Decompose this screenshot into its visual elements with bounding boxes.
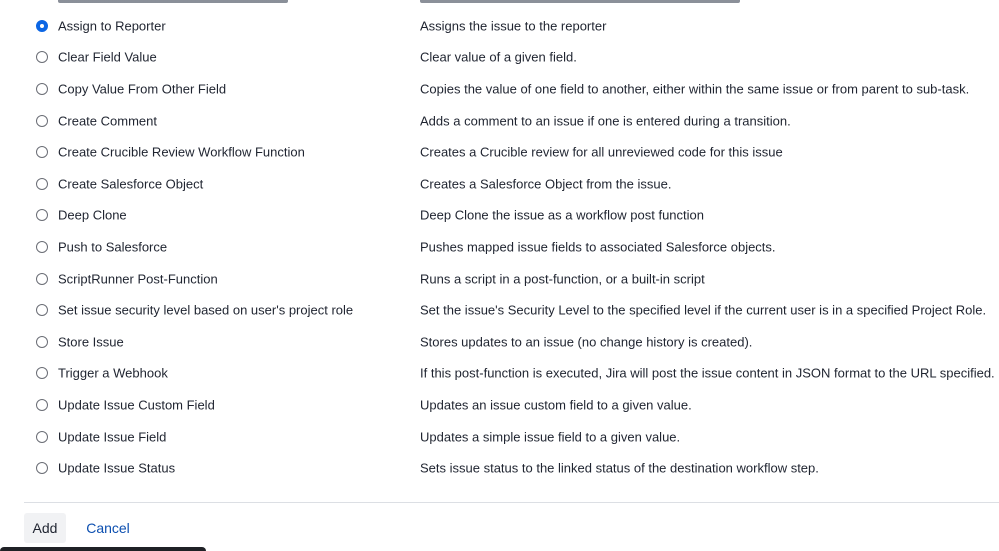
option-description: If this post-function is executed, Jira will post the issue content in JSON format to the URL specified. [420, 365, 995, 381]
radio-button[interactable] [36, 20, 48, 32]
radio-button[interactable] [36, 115, 48, 127]
option-description: Adds a comment to an issue if one is entered during a transition. [420, 113, 791, 129]
post-function-option[interactable] [0, 73, 999, 105]
option-name[interactable]: Assign to Reporter [58, 18, 166, 34]
option-name[interactable]: Store Issue [58, 334, 124, 350]
post-function-option[interactable] [0, 326, 999, 358]
bottom-overlay-bar [0, 547, 206, 551]
option-name[interactable]: Update Issue Field [58, 429, 167, 445]
clipped-previous-row [0, 0, 999, 4]
option-name[interactable]: Clear Field Value [58, 49, 157, 65]
post-function-option[interactable] [0, 136, 999, 168]
post-function-option[interactable] [0, 358, 999, 390]
option-description: Sets issue status to the linked status of the destination workflow step. [420, 460, 819, 476]
post-function-option[interactable] [0, 200, 999, 232]
option-description: Set the issue's Security Level to the specified level if the current user is in a specified Project Role. [420, 302, 987, 318]
radio-button[interactable] [36, 273, 48, 285]
post-function-option[interactable] [0, 231, 999, 263]
radio-button[interactable] [36, 399, 48, 411]
radio-button[interactable] [36, 367, 48, 379]
option-name[interactable]: Create Salesforce Object [58, 176, 204, 192]
option-description: Runs a script in a post-function, or a built-in script [420, 271, 705, 287]
option-name[interactable]: Trigger a Webhook [58, 365, 168, 381]
post-function-option[interactable] [0, 452, 999, 484]
form-divider [24, 502, 999, 503]
option-description: Updates an issue custom field to a given value. [420, 397, 692, 413]
radio-button[interactable] [36, 462, 48, 474]
radio-button[interactable] [36, 336, 48, 348]
option-description: Deep Clone the issue as a workflow post function [420, 207, 704, 223]
option-name[interactable]: Copy Value From Other Field [58, 81, 227, 97]
radio-button[interactable] [36, 241, 48, 253]
option-name[interactable]: Deep Clone [58, 207, 127, 223]
post-function-option[interactable] [0, 105, 999, 137]
option-description: Creates a Salesforce Object from the issue. [420, 176, 672, 192]
option-name[interactable]: ScriptRunner Post-Function [58, 271, 218, 287]
option-name[interactable]: Create Comment [58, 113, 157, 129]
post-function-option[interactable] [0, 263, 999, 295]
option-name[interactable]: Create Crucible Review Workflow Function [58, 144, 305, 160]
radio-button[interactable] [36, 51, 48, 63]
radio-button[interactable] [36, 178, 48, 190]
post-function-option[interactable] [0, 168, 999, 200]
option-description: Assigns the issue to the reporter [420, 18, 607, 34]
radio-button[interactable] [36, 431, 48, 443]
option-description: Copies the value of one field to another, either within the same issue or from parent to sub-task. [420, 81, 970, 97]
radio-button[interactable] [36, 209, 48, 221]
radio-button[interactable] [36, 83, 48, 95]
post-function-option[interactable] [0, 421, 999, 453]
option-description: Updates a simple issue field to a given value. [420, 429, 681, 445]
post-function-option[interactable] [0, 389, 999, 421]
radio-button[interactable] [36, 146, 48, 158]
option-description: Pushes mapped issue fields to associated Salesforce objects. [420, 239, 776, 255]
option-name[interactable]: Push to Salesforce [58, 239, 168, 255]
post-function-option[interactable] [0, 294, 999, 326]
option-name[interactable]: Set issue security level based on user's project role [58, 302, 354, 318]
option-description: Clear value of a given field. [420, 49, 577, 65]
option-description: Stores updates to an issue (no change history is created). [420, 334, 753, 350]
post-function-option[interactable] [0, 42, 999, 74]
post-function-option[interactable] [0, 10, 999, 42]
radio-button[interactable] [36, 304, 48, 316]
option-name[interactable]: Update Issue Status [58, 460, 176, 476]
add-button[interactable]: Add [24, 513, 66, 543]
option-name[interactable]: Update Issue Custom Field [58, 397, 215, 413]
cancel-button[interactable]: Cancel [80, 513, 136, 543]
option-description: Creates a Crucible review for all unreviewed code for this issue [420, 144, 783, 160]
